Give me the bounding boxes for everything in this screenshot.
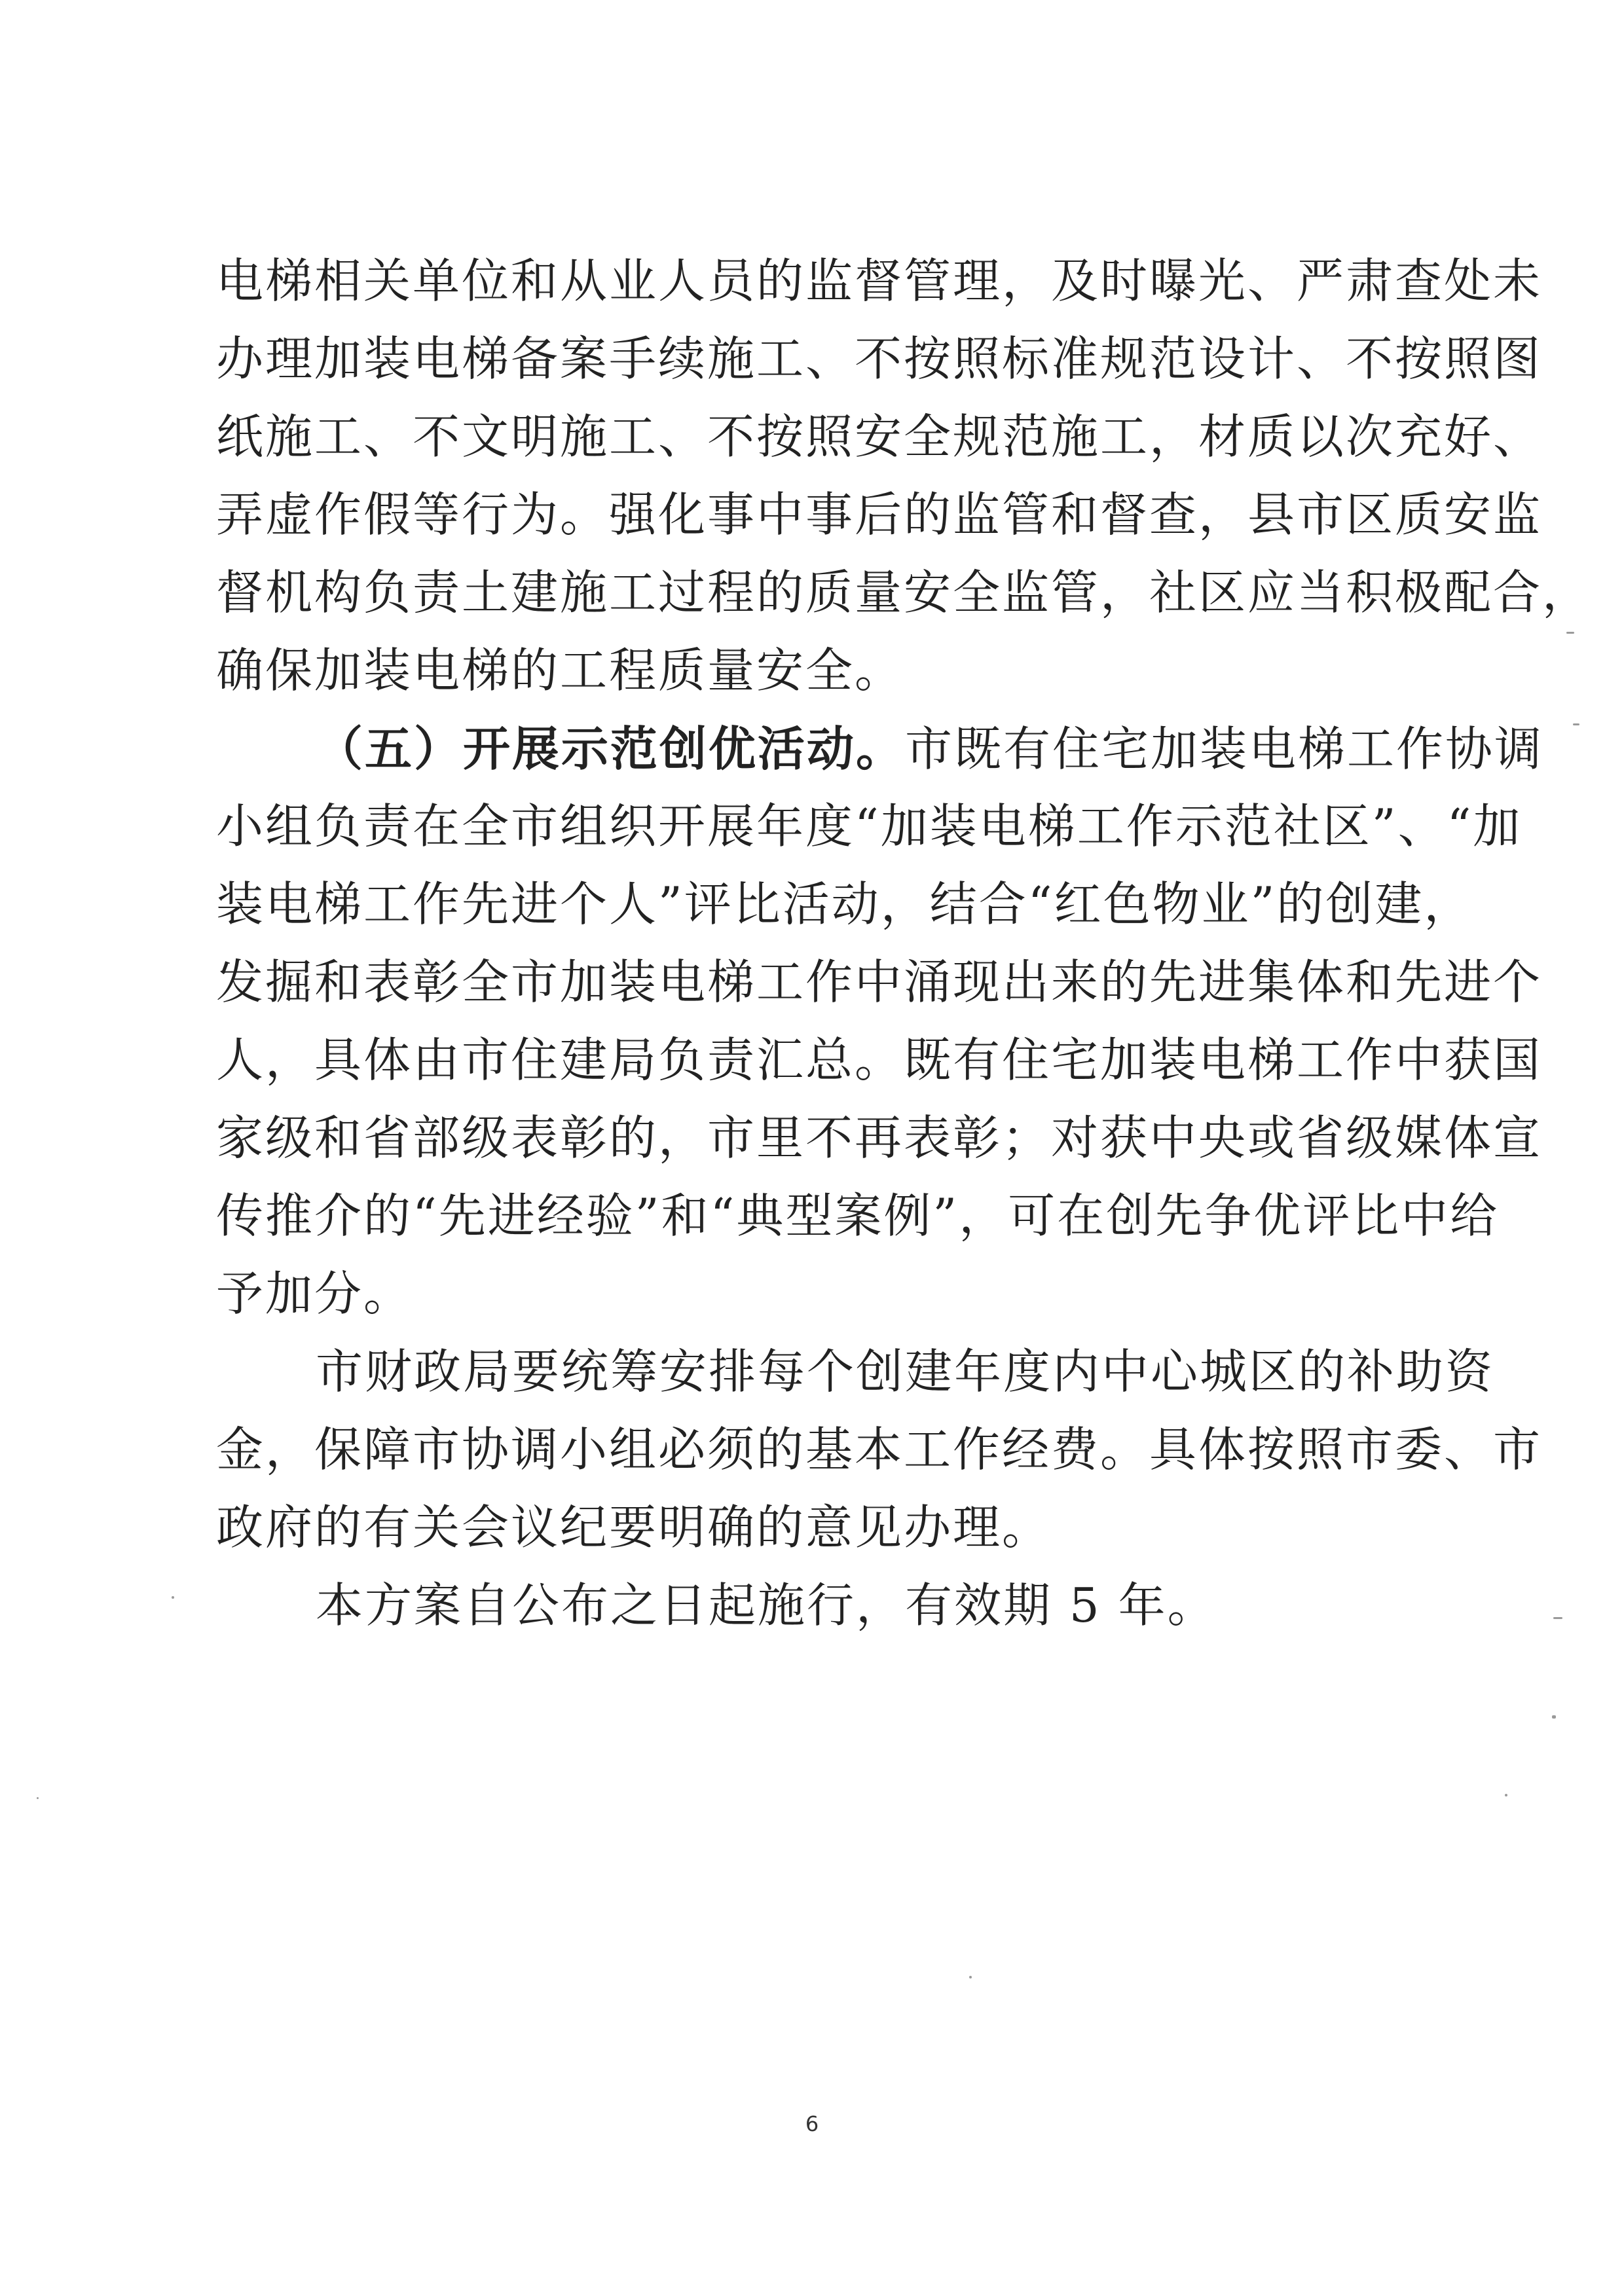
text-line: 督机构负责土建施工过程的质量安全监管，社区应当积极配合， [216, 565, 1592, 620]
text-line: 金，保障市协调小组必须的基本工作经费。具体按照市委、市 [216, 1422, 1543, 1477]
text-line: 传推介的“先进经验”和“典型案例”，可在创先争优评比中给 [216, 1188, 1500, 1243]
text-line: 办理加装电梯备案手续施工、不按照标准规范设计、不按照图 [216, 331, 1543, 386]
text-line: 电梯相关单位和从业人员的监督管理，及时曝光、严肃查处未 [216, 253, 1543, 308]
paragraph-section-five [216, 710, 1544, 1333]
scan-speck [969, 1976, 972, 1978]
scan-speck [172, 1596, 174, 1599]
section-heading: （五）开展示范创优活动。 [316, 721, 906, 776]
scan-speck [1505, 1794, 1507, 1796]
text-line: 弄虚作假等行为。强化事中事后的监管和督查，县市区质安监 [216, 487, 1543, 542]
page-number: 6 [805, 2111, 819, 2136]
text-line: 确保加装电梯的工程质量安全。 [216, 643, 904, 698]
scan-speck [1573, 723, 1579, 725]
text-span: 市既有住宅加装电梯工作协调 [905, 721, 1544, 776]
text-line: 发掘和表彰全市加装电梯工作中涌现出来的先进集体和先进个 [216, 955, 1543, 1010]
scan-speck [1566, 632, 1574, 634]
text-line: 装电梯工作先进个人”评比活动，结合“红色物业”的创建， [216, 877, 1473, 932]
scan-speck [37, 1797, 39, 1799]
text-line: 政府的有关会议纪要明确的意见办理。 [216, 1500, 1052, 1555]
text-line: 予加分。 [216, 1266, 413, 1321]
text-line: 市财政局要统筹安排每个创建年度内中心城区的补助资 [316, 1344, 1495, 1399]
scan-speck [1552, 1715, 1556, 1719]
text-line: 本方案自公布之日起施行，有效期 5 年。 [316, 1578, 1217, 1633]
scan-speck [1553, 1617, 1562, 1619]
text-line [216, 710, 1544, 788]
text-line: 家级和省部级表彰的，市里不再表彰；对获中央或省级媒体宣 [216, 1110, 1543, 1165]
paragraph-supervision [216, 242, 1592, 710]
paragraph-effective-date [216, 1567, 1408, 1645]
body-text [216, 242, 1592, 1645]
text-line: 小组负责在全市组织开展年度“加装电梯工作示范社区”、“加 [216, 799, 1522, 854]
text-line: 人，具体由市住建局负责汇总。既有住宅加装电梯工作中获国 [216, 1032, 1543, 1087]
text-line: 纸施工、不文明施工、不按照安全规范施工，材质以次充好、 [216, 409, 1543, 464]
paragraph-finance [216, 1333, 1543, 1567]
